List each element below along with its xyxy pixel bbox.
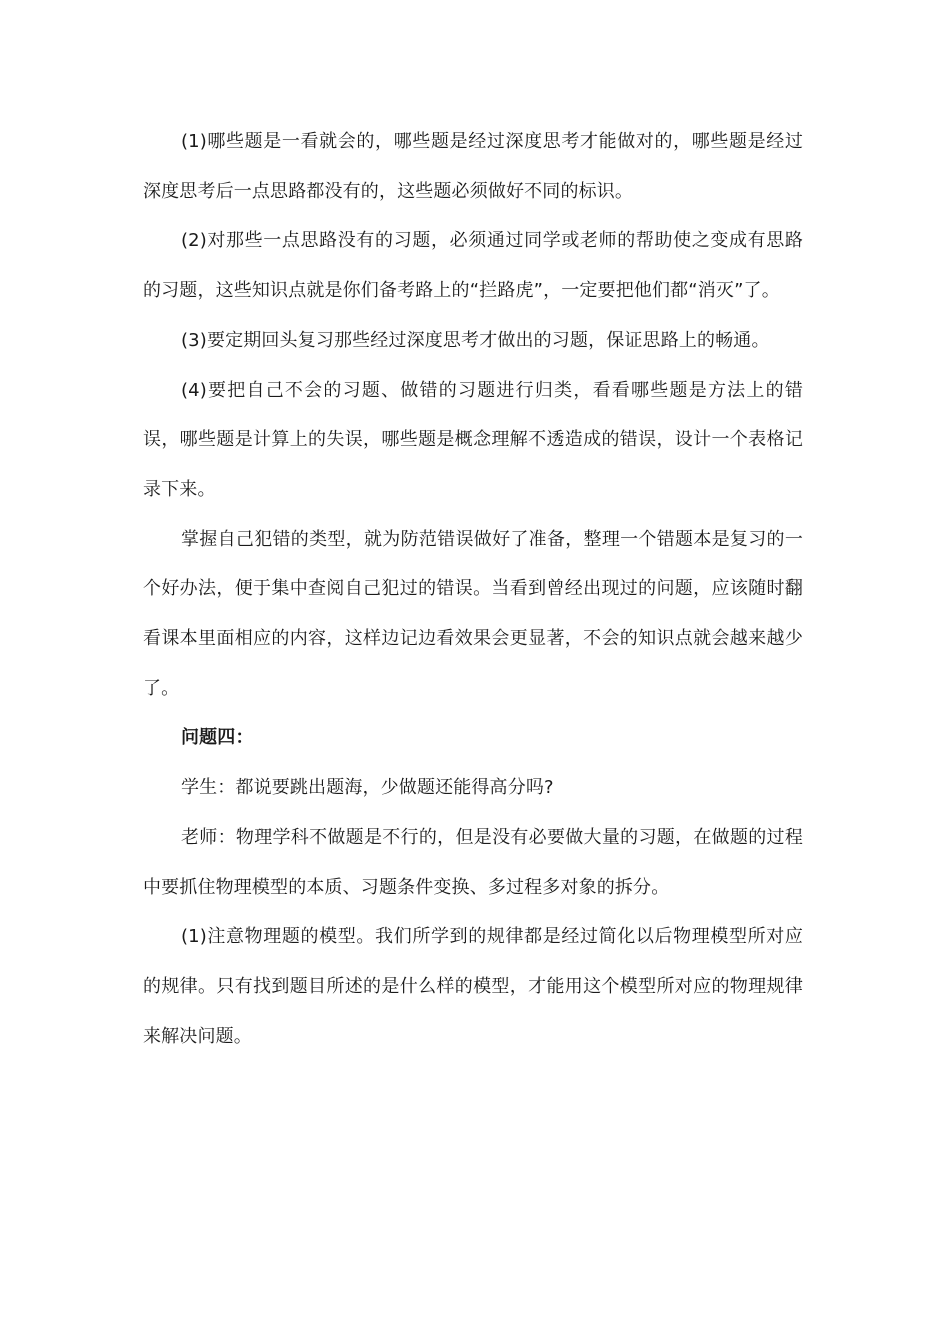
- paragraph-review-item-4: (4)要把自己不会的习题、做错的习题进行归类，看看哪些题是方法上的错误，哪些题是计算上的失误，哪些题是概念理解不透造成的错误，设计一个表格记录下来。: [143, 379, 803, 500]
- paragraph-review-item-3: (3)要定期回头复习那些经过深度思考才做出的习题，保证思路上的畅通。: [181, 329, 770, 351]
- section-heading-question-four: 问题四：: [181, 727, 254, 749]
- paragraph-model-item-1: (1)注意物理题的模型。我们所学到的规律都是经过简化以后物理模型所对应的规律。只有找到题目所述的是什么样的模型，才能用这个模型所对应的物理规律来解决问题。: [143, 926, 803, 1047]
- paragraph-error-notebook: 掌握自己犯错的类型，就为防范错误做好了准备，整理一个错题本是复习的一个好办法，便于集中查阅自己犯过的错误。当看到曾经出现过的问题，应该随时翻看课本里面相应的内容，这样边记边看效果会更显著，不会的知识点就会越来越少了。: [143, 528, 803, 699]
- paragraph-review-item-2: (2)对那些一点思路没有的习题，必须通过同学或老师的帮助使之变成有思路的习题，这些知识点就是你们备考路上的“拦路虎”，一定要把他们都“消灭”了。: [143, 230, 803, 302]
- document-page: [143, 117, 803, 1061]
- paragraph-student-question: 学生：都说要跳出题海，少做题还能得高分吗?: [181, 777, 554, 799]
- paragraph-teacher-answer: 老师：物理学科不做题是不行的，但是没有必要做大量的习题，在做题的过程中要抓住物理模型的本质、习题条件变换、多过程多对象的拆分。: [143, 826, 803, 898]
- paragraph-review-item-1: (1)哪些题是一看就会的，哪些题是经过深度思考才能做对的，哪些题是经过深度思考后一点思路都没有的，这些题必须做好不同的标识。: [143, 131, 803, 202]
